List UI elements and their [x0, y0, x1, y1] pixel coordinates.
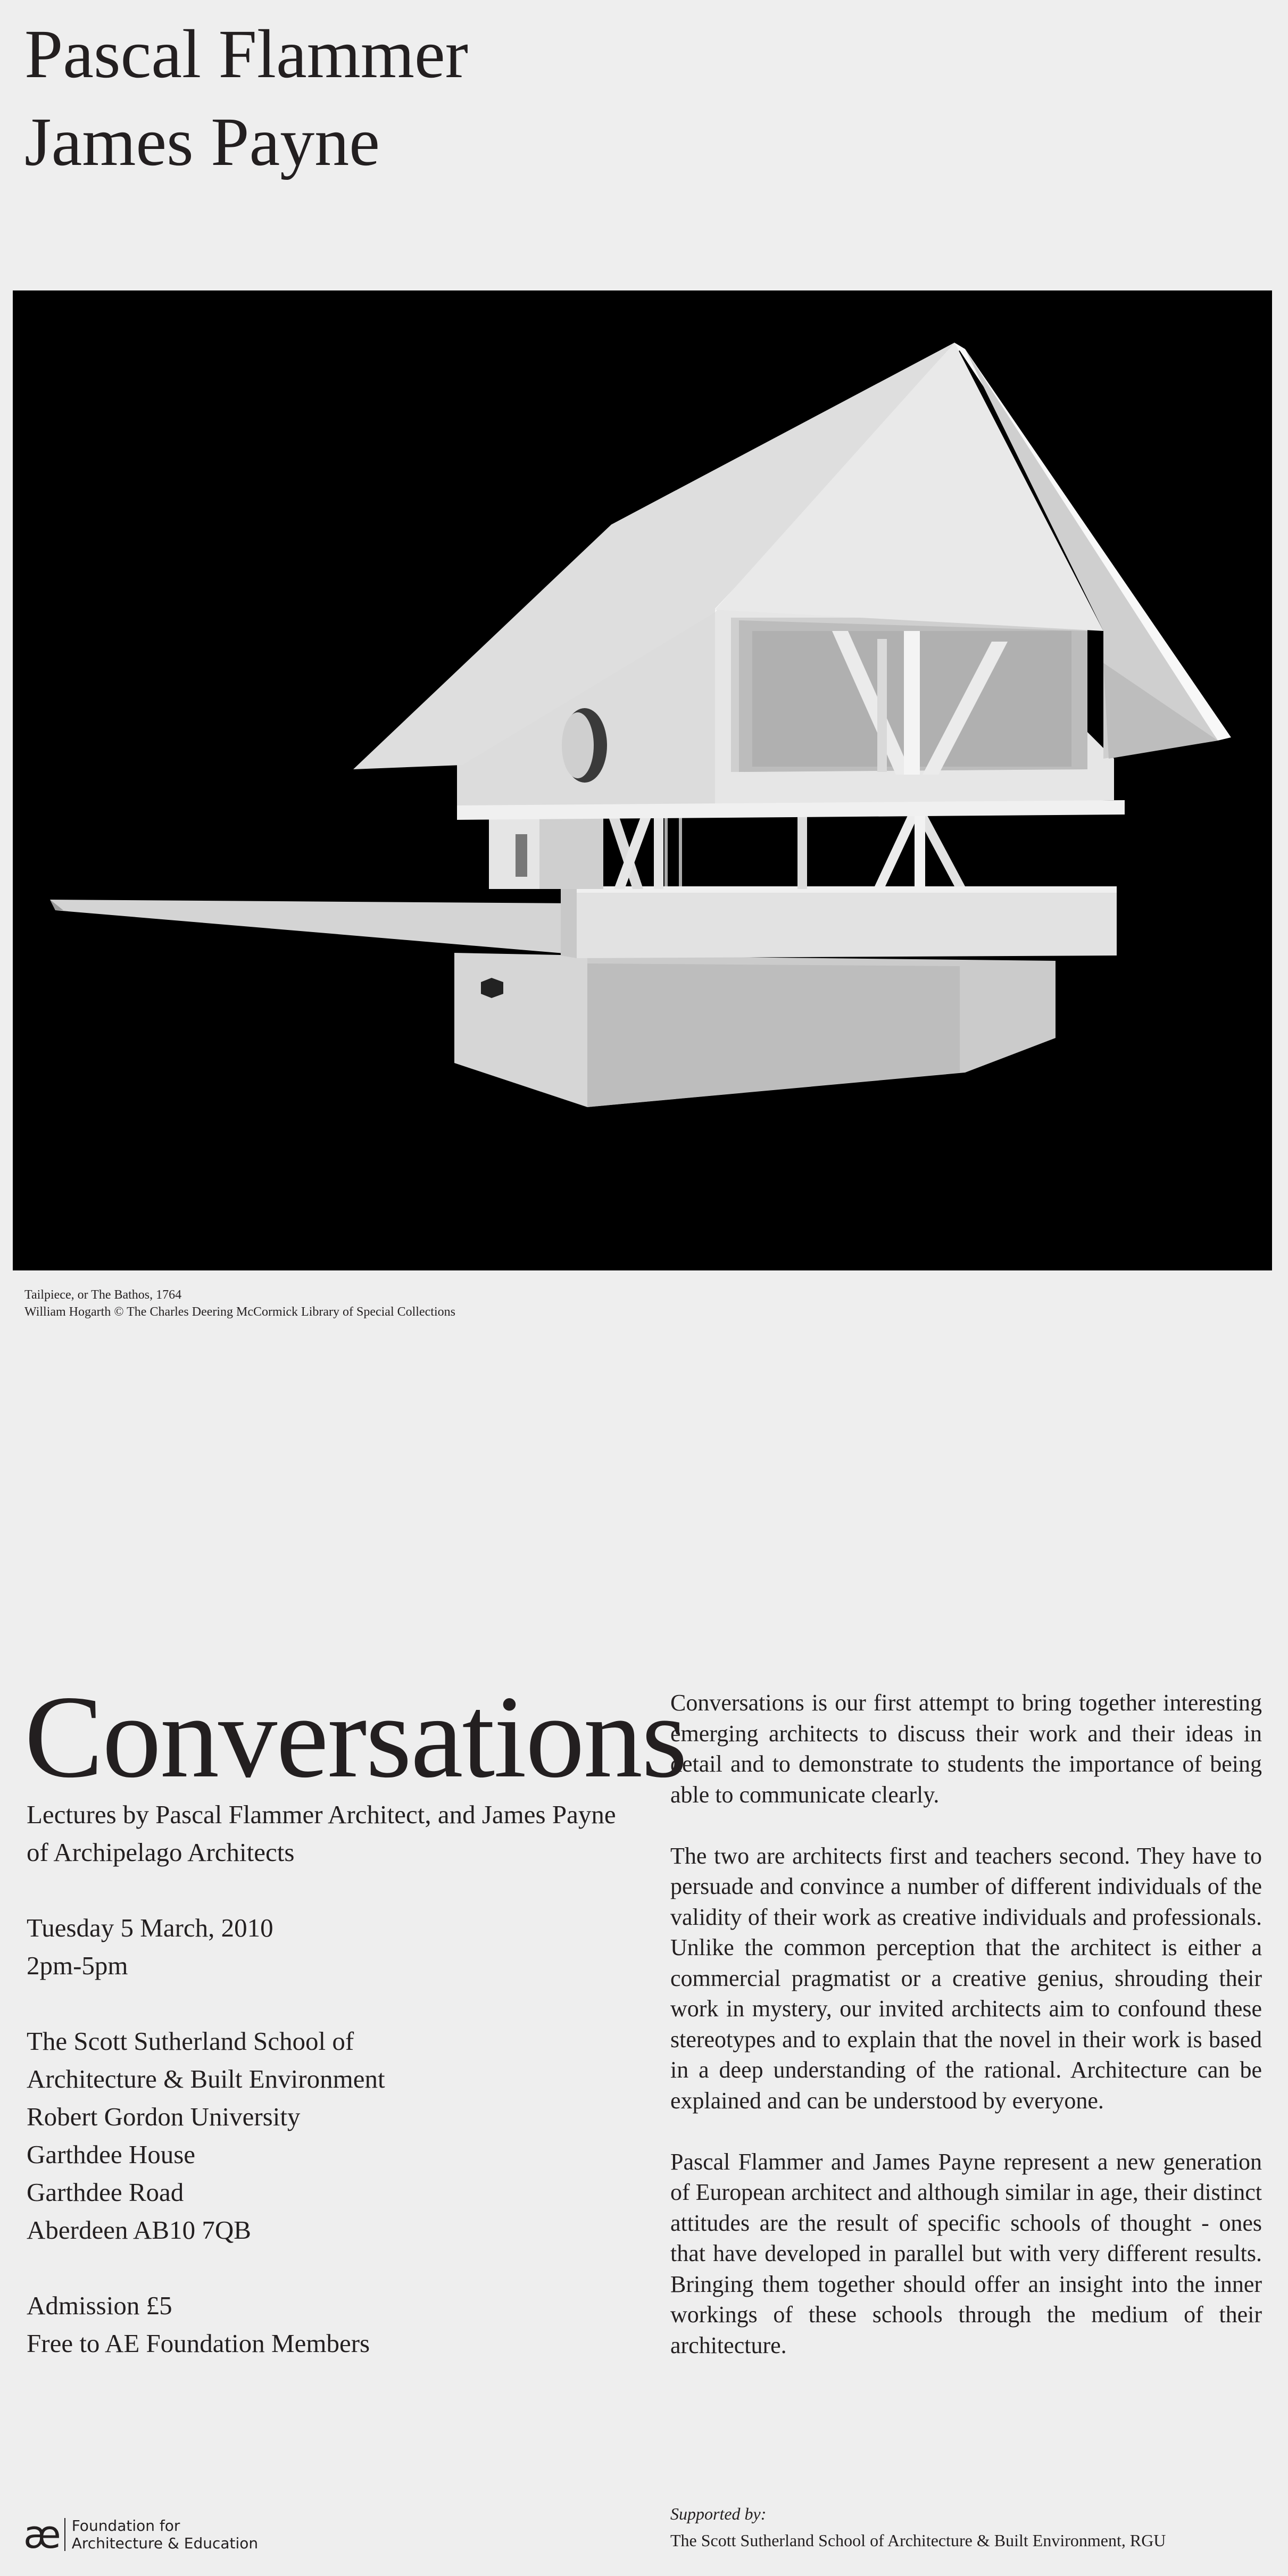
- architectural-model-photo: [13, 290, 1272, 1270]
- caption-line-2: William Hogarth © The Charles Deering McCormick Library of Special Collections: [24, 1305, 455, 1319]
- venue-line: The Scott Sutherland School of: [27, 2026, 354, 2056]
- admission-price: Admission £5: [27, 2291, 172, 2320]
- logo-text: [72, 2517, 258, 2552]
- admission-note: Free to AE Foundation Members: [27, 2329, 370, 2358]
- speaker-names: [24, 11, 468, 186]
- venue-line: Garthdee Road: [27, 2178, 184, 2207]
- event-date: Tuesday 5 March, 2010: [27, 1913, 273, 1942]
- venue-line: Aberdeen AB10 7QB: [27, 2215, 251, 2245]
- ae-foundation-logo: [23, 2512, 259, 2557]
- speaker-name-1: Pascal Flammer: [24, 16, 468, 93]
- supported-by-label: Supported by:: [670, 2504, 767, 2523]
- event-date-time: [27, 1909, 638, 1984]
- logo-line-2: Architecture & Education: [71, 2535, 259, 2552]
- description-paragraph: The two are architects first and teachers second. They have to persuade and convince a number of different individuals of the validity of their work as creative individuals and professionals. Unlike the common perception that the architect is either a commercial pragmatist or a creative genius, shrouding their work in mystery, our invited architects aim to confound these stereotypes and to explain that the novel in their work is based in a deep understanding of the rational. Architecture can be explained and can be understood by everyone.: [670, 1842, 1262, 2114]
- description-paragraph: Pascal Flammer and James Payne represent a new generation of European architect and although similar in age, their distinct attitudes are the result of specific schools of thought - ones that have developed in parallel but with very different results. Bringing them together should offer an insight into the inner workings of these schools through the medium of their architecture.: [670, 2148, 1262, 2358]
- logo-line-1: Foundation for: [71, 2517, 180, 2535]
- venue-line: Architecture & Built Environment: [27, 2064, 385, 2093]
- house-model-illustration: [13, 290, 1272, 1270]
- caption-line-1: Tailpiece, or The Bathos, 1764: [24, 1288, 182, 1302]
- event-title: Conversations: [24, 1672, 687, 1802]
- supported-by: [670, 2500, 1166, 2554]
- event-time: 2pm-5pm: [27, 1951, 128, 1980]
- description-paragraph: Conversations is our first attempt to bring together interesting emerging architects to discuss their work and their ideas in detail and to demonstrate to students the importance of being able to communicate clearly.: [670, 1690, 1262, 1808]
- event-admission: [27, 2287, 638, 2362]
- event-venue: [27, 2022, 638, 2249]
- logo-divider: [64, 2518, 65, 2551]
- venue-line: Robert Gordon University: [27, 2102, 301, 2131]
- event-details: [27, 1796, 638, 2362]
- speaker-name-2: James Payne: [24, 104, 380, 180]
- venue-line: Garthdee House: [27, 2140, 196, 2169]
- photo-caption: [24, 1286, 455, 1320]
- supporter-name: The Scott Sutherland School of Architecture & Built Environment, RGU: [670, 2531, 1166, 2550]
- ae-logo-icon: æ: [23, 2512, 59, 2557]
- event-subtitle: Lectures by Pascal Flammer Architect, and James Payne of Archipelago Architects: [27, 1800, 616, 1867]
- event-description: [670, 1688, 1262, 2391]
